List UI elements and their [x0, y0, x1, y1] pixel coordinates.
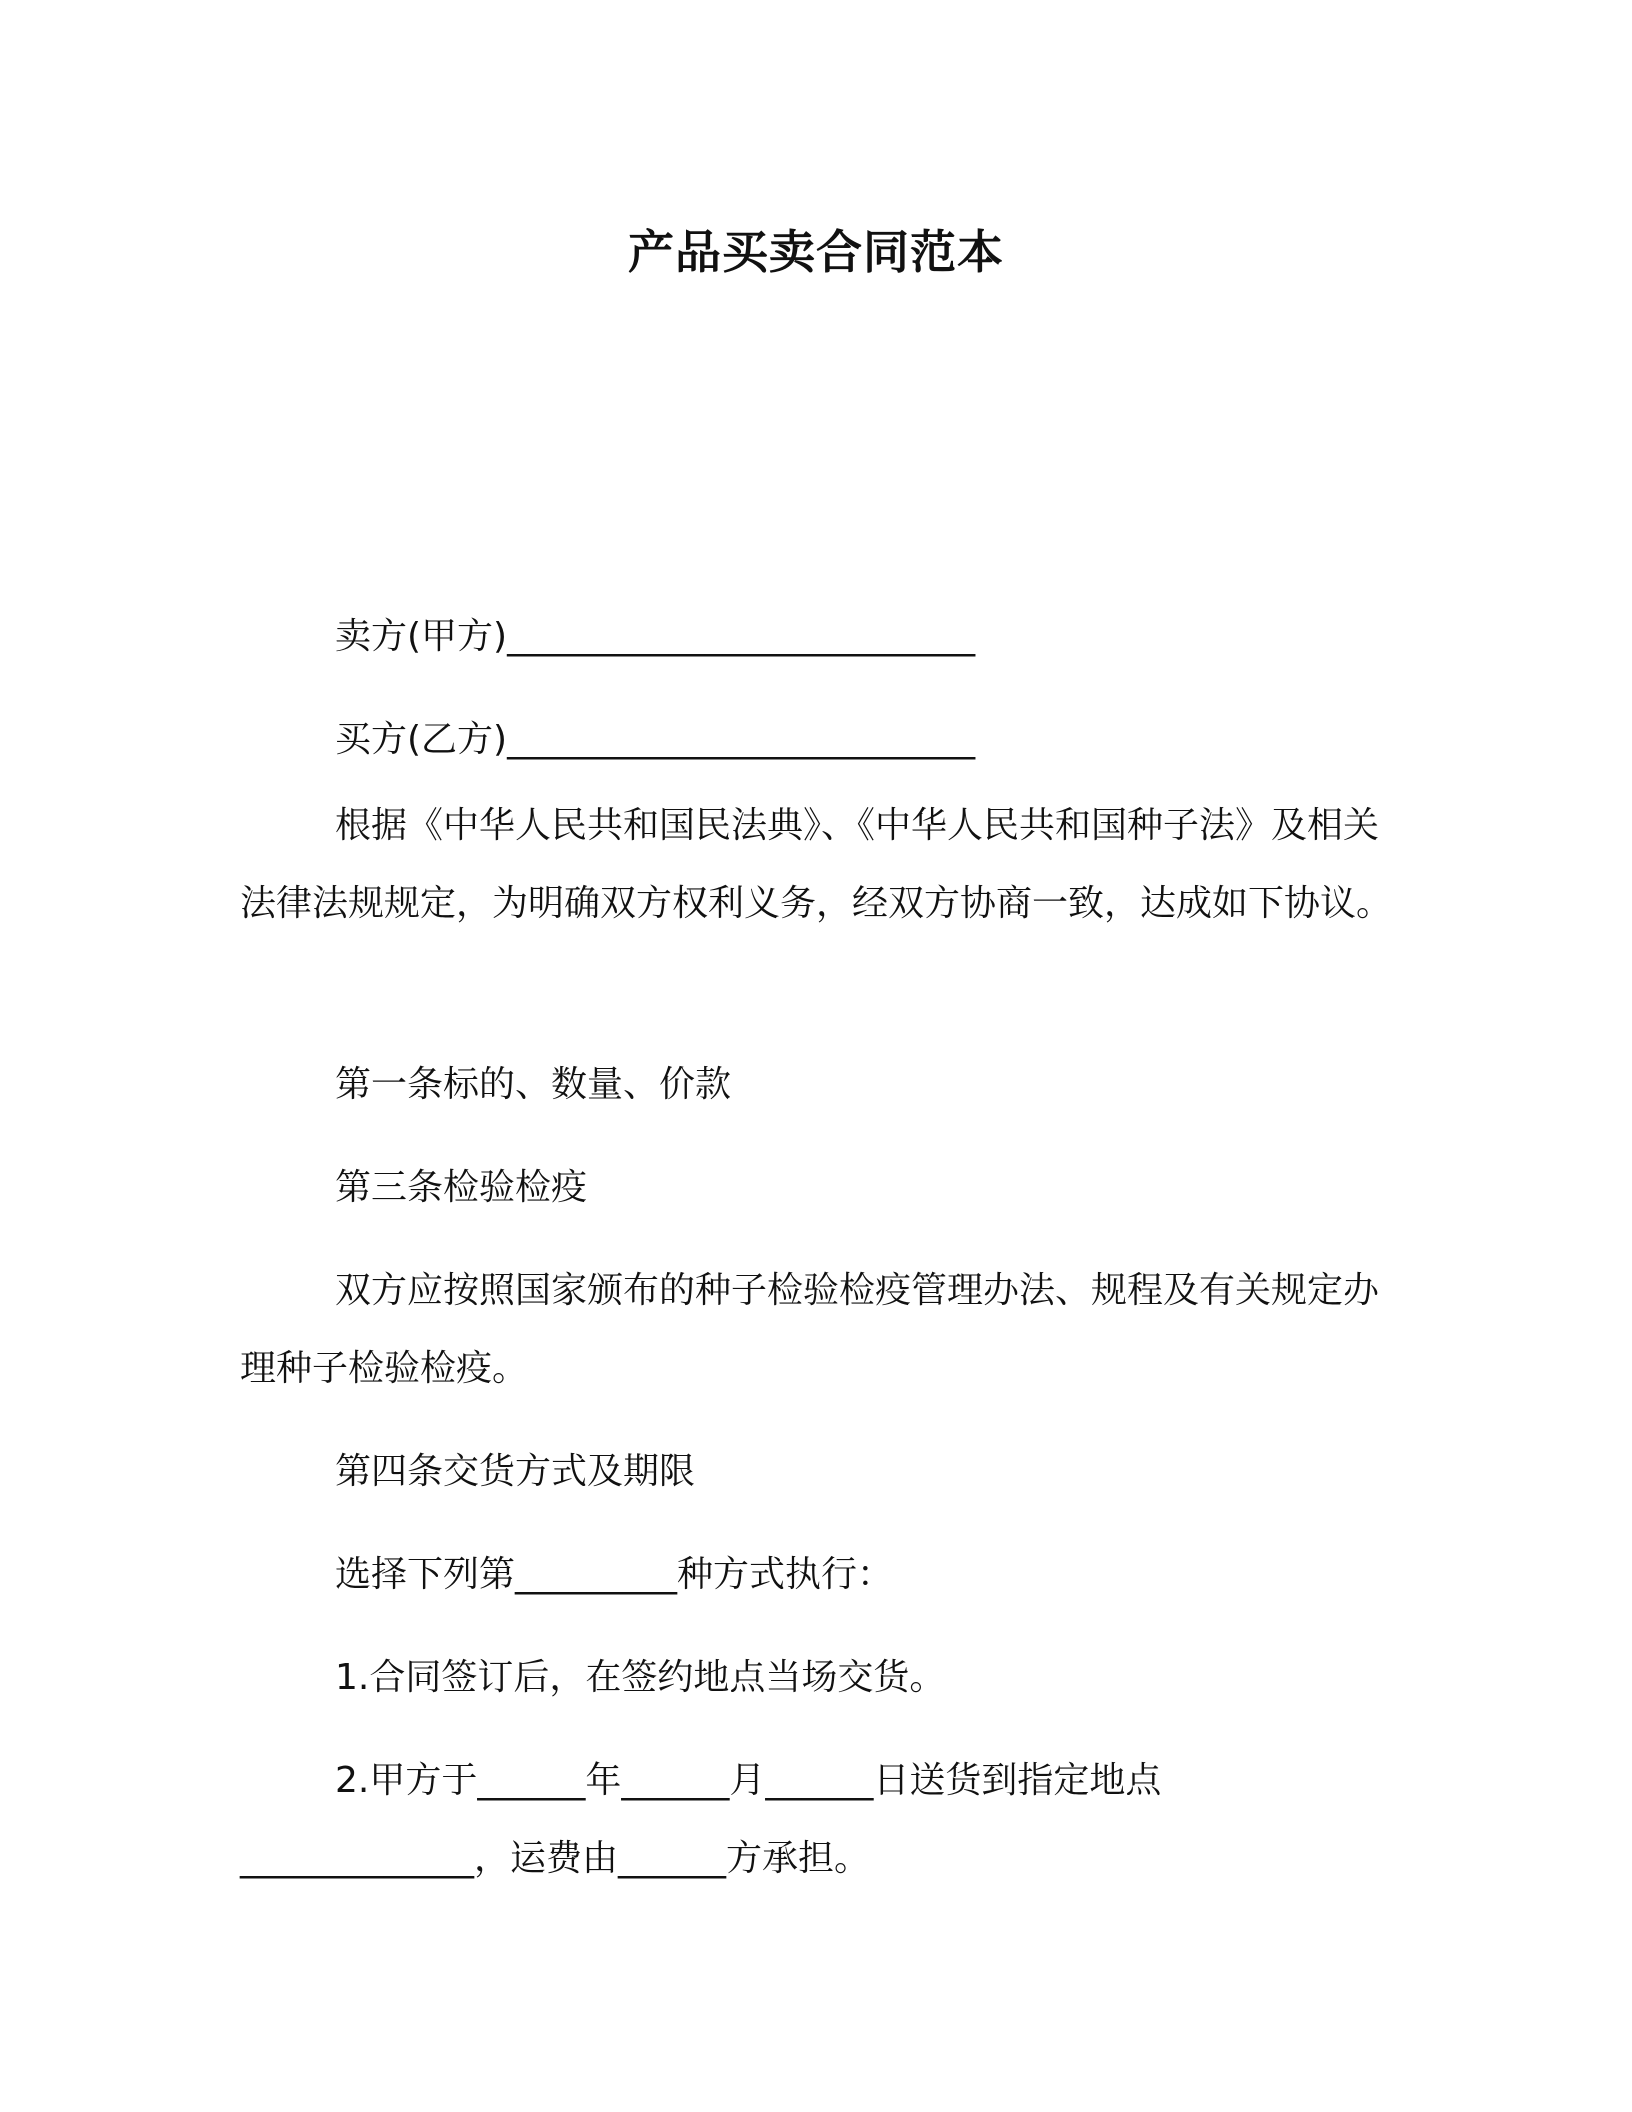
seller-party-line: 卖方(甲方)__________________________ [335, 616, 976, 657]
preamble-paragraph: 根据《中华人民共和国民法典》、《中华人民共和国种子法》及相关法律法规规定，为明确双方权利义务，经双方协商一致，达成如下协议。 [240, 805, 1393, 924]
buyer-party-line: 买方(乙方)__________________________ [335, 719, 976, 760]
delivery-option-select-line: 选择下列第_________种方式执行： [335, 1554, 894, 1595]
article-3-body: 双方应按照国家颁布的种子检验检疫管理办法、规程及有关规定办理种子检验检疫。 [240, 1270, 1380, 1389]
article-1-heading: 第一条标的、数量、价款 [335, 1064, 732, 1105]
article-4-heading: 第四条交货方式及期限 [335, 1451, 696, 1492]
delivery-option-2: 2.甲方于______年______月______日送货到指定地点_____________，运费由______方承担。 [240, 1760, 1162, 1879]
delivery-option-1: 1.合同签订后，在签约地点当场交货。 [335, 1657, 946, 1698]
document-title: 产品买卖合同范本 [628, 225, 1004, 279]
article-3-heading: 第三条检验检疫 [335, 1167, 588, 1208]
